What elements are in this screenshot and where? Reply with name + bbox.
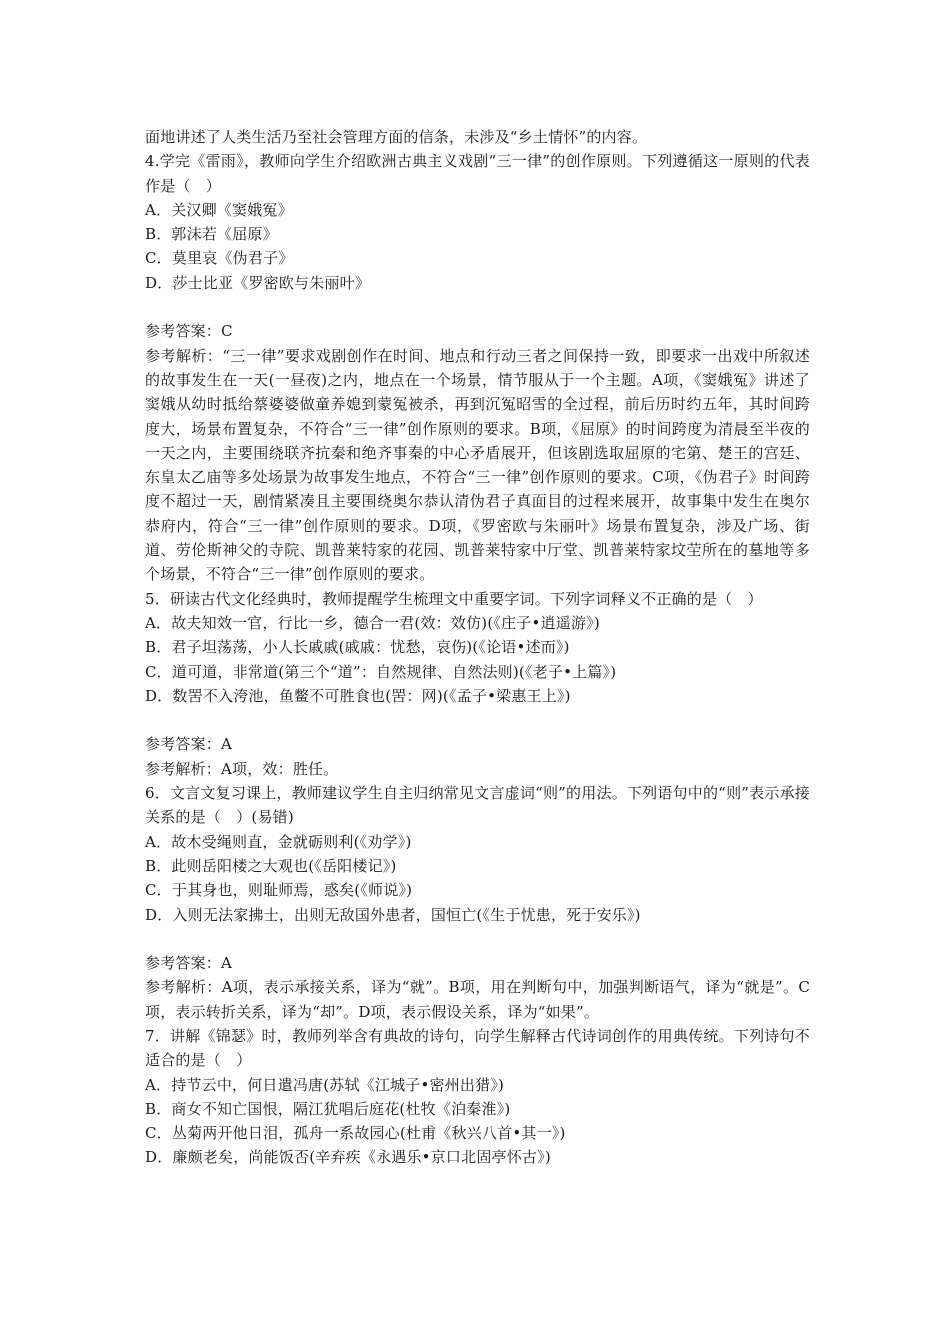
spacer [145, 295, 810, 319]
spacer [145, 927, 810, 951]
question-7-option-a: A．持节云中，何日遣冯唐(苏轼《江城子•密州出猎》) [145, 1075, 505, 1094]
question-6-stem: 6．文言文复习课上，教师建议学生自主归纳常见文言虚词“则”的用法。下列语句中的“则”表示承接关系的是（ ）(易错) [145, 784, 810, 827]
question-4-option-b: B．郭沫若《屈原》 [145, 225, 278, 244]
question-5-stem: 5．研读古代文化经典时，教师提醒学生梳理文中重要字词。下列字词释义不正确的是（ ） [145, 589, 763, 608]
question-6-option-c: C．于其身也，则耻师焉，惑矣(《师说》) [145, 881, 413, 900]
question-4-analysis: 参考解析：“三一律”要求戏剧创作在时间、地点和行动三者之间保持一致，即要求一出戏中所叙述的故事发生在一天(一昼夜)之内，地点在一个场景，情节服从于一个主题。A项，《窦娥冤》讲述了窦娥从幼时抵给蔡婆婆做童养媳到蒙冤被杀，再到沉冤昭雪的全过程，前后历时约五年，其时间跨度大，场景布置复杂，不符合“三一律”创作原则的要求。B项，《屈原》的时间跨度为清晨至半夜的一天之内，主要围绕联齐抗秦和绝齐事秦的中心矛盾展开，但该剧选取屈原的宅第、楚王的宫廷、东皇太乙庙等多处场景为故事发生地点，不符合“三一律”创作原则的要求。C项，《伪君子》时间跨度不超过一天，剧情紧凑且主要围绕奥尔恭认清伪君子真面目的过程来展开，故事集中发生在奥尔恭府内，符合“三一律”创作原则的要求。D项，《罗密欧与朱丽叶》场景布置复杂，涉及广场、街道、劳伦斯神父的寺院、凯普莱特家的花园、凯普莱特家中厅堂、凯普莱特家坟茔所在的墓地等多个场景，不符合“三一律”创作原则的要求。 [145, 346, 810, 584]
question-7-stem: 7．讲解《锦瑟》时，教师列举含有典故的诗句，向学生解释古代诗词创作的用典传统。下列诗句不适合的是（ ） [145, 1026, 810, 1070]
question-7-option-b: B．商女不知亡国恨，隔江犹唱后庭花(杜牧《泊秦淮》) [145, 1099, 511, 1118]
question-5-option-c: C．道可道，非常道(第三个“道”：自然规律、自然法则)(《老子•上篇》) [145, 662, 617, 681]
question-7-option-c: C．丛菊两开他日泪，孤舟一系故园心(杜甫《秋兴八首•其一》) [145, 1124, 566, 1143]
question-5-option-b: B．君子坦荡荡，小人长戚戚(戚戚：忧愁，哀伤)(《论语•述而》) [145, 638, 570, 657]
document-page [145, 125, 810, 1170]
question-6-option-a: A．故木受绳则直，金就砺则利(《劝学》) [145, 832, 412, 851]
question-4-option-d: D．莎士比亚《罗密欧与朱丽叶》 [145, 273, 371, 292]
question-5-option-a: A．故夫知效一官，行比一乡，德合一君(效：效仿)(《庄子•逍遥游》) [145, 613, 600, 632]
question-6-answer: 参考答案：A [145, 954, 233, 973]
question-5-analysis: 参考解析：A项，效：胜任。 [145, 759, 339, 778]
question-4-option-a: A．关汉卿《窦娥冤》 [145, 200, 293, 219]
question-6-option-d: D．入则无法家拂士，出则无敌国外患者，国恒亡(《生于忧患，死于安乐》) [145, 905, 641, 924]
question-5-option-d: D．数罟不入洿池，鱼鳖不可胜食也(罟：网)(《孟子•梁惠王上》) [145, 686, 571, 705]
question-7-option-d: D．廉颇老矣，尚能饭否(辛弃疾《永遇乐•京口北固亭怀古》) [145, 1148, 551, 1167]
intro-tail-text: 面地讲述了人类生活乃至社会管理方面的信条，未涉及“乡土情怀”的内容。 [145, 128, 648, 146]
question-4-stem: 4.学完《雷雨》，教师向学生介绍欧洲古典主义戏剧“三一律”的创作原则。下列遵循这一原则的代表作是（ ） [145, 152, 810, 195]
question-5-answer: 参考答案：A [145, 735, 233, 754]
question-4-option-c: C．莫里哀《伪君子》 [145, 249, 294, 268]
question-4-answer: 参考答案：C [145, 322, 233, 341]
spacer [145, 708, 810, 732]
question-6-option-b: B．此则岳阳楼之大观也(《岳阳楼记》) [145, 856, 397, 875]
question-6-analysis: 参考解析：A项，表示承接关系，译为“就”。B项，用在判断句中，加强判断语气，译为“就是”。C项，表示转折关系，译为“却”。D项，表示假设关系，译为“如果”。 [145, 978, 810, 1021]
